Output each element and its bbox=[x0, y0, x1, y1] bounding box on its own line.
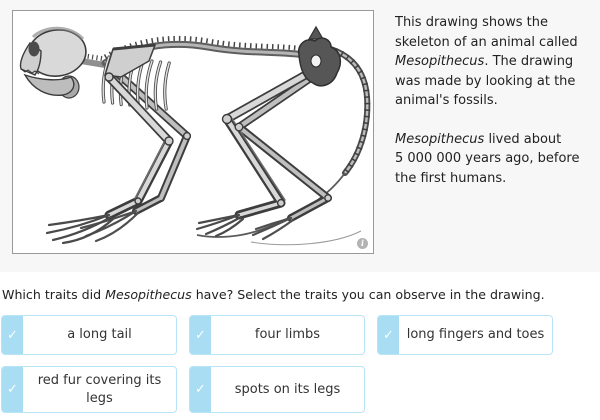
option-a-long-tail[interactable] bbox=[1, 315, 177, 355]
option-long-fingers-and-toes[interactable] bbox=[377, 315, 553, 355]
checkmark-icon: ✓ bbox=[2, 316, 23, 354]
skeleton-illustration bbox=[13, 11, 373, 253]
checkmark-icon: ✓ bbox=[190, 367, 211, 412]
checkmark-icon: ✓ bbox=[190, 316, 211, 354]
options-grid bbox=[0, 302, 600, 413]
option-label: four limbs bbox=[254, 327, 321, 343]
description-paragraph: Mesopithecus lived about 5 000 000 years ago, before the first humans. bbox=[395, 131, 580, 186]
eye-socket bbox=[29, 42, 40, 57]
checkmark-icon: ✓ bbox=[2, 367, 23, 412]
option-four-limbs[interactable] bbox=[189, 315, 365, 355]
option-spots-on-its-legs[interactable] bbox=[189, 366, 365, 413]
option-label: red fur covering its legs bbox=[37, 373, 162, 406]
description-paragraph: This drawing shows the skeleton of an animal called Mesopithecus. The drawing was made by looking at the animal's fossils. bbox=[395, 15, 578, 108]
option-label: a long tail bbox=[67, 327, 132, 343]
option-label: long fingers and toes bbox=[406, 327, 545, 343]
checkmark-icon: ✓ bbox=[378, 316, 399, 354]
question-text: Which traits did Mesopithecus have? Select the traits you can observe in the drawing. bbox=[2, 287, 545, 302]
description-text bbox=[395, 13, 600, 207]
option-label: spots on its legs bbox=[234, 381, 341, 397]
info-icon[interactable]: i bbox=[357, 238, 368, 249]
skeleton-image-frame bbox=[12, 10, 374, 254]
option-red-fur-covering-its-legs[interactable] bbox=[1, 366, 177, 413]
